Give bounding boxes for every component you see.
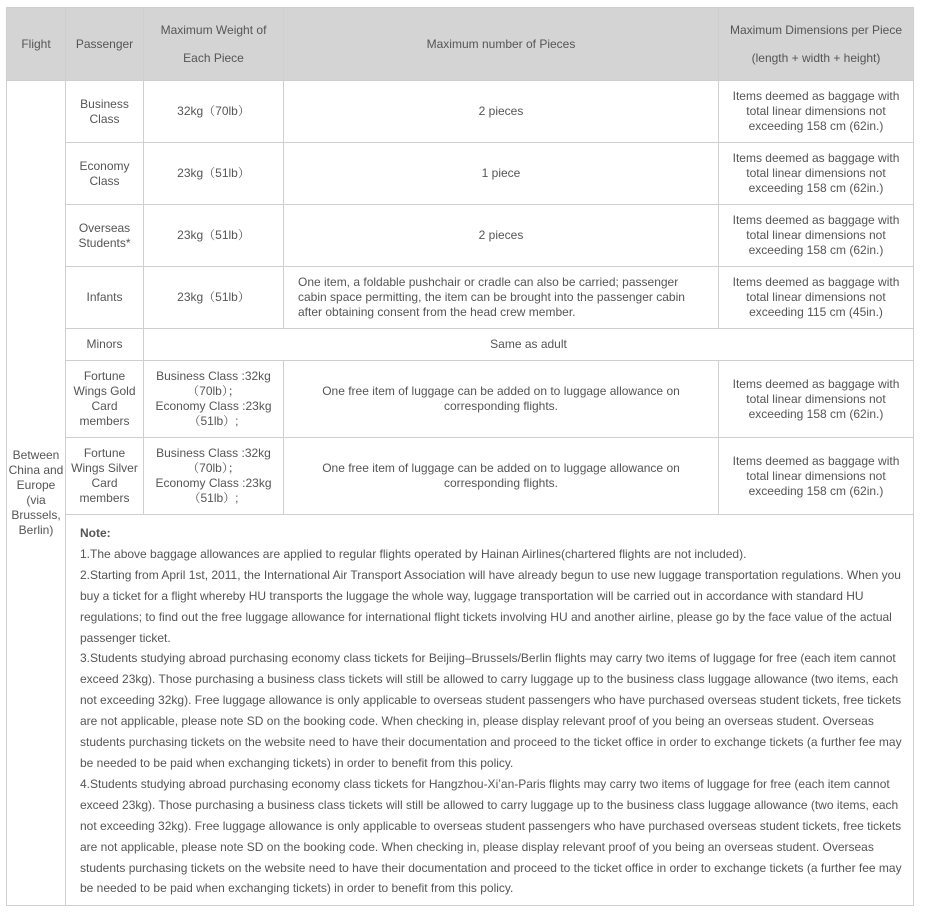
- max-dimensions-cell: Items deemed as baggage with total linear dimensions not exceeding 158 cm (62in.): [719, 81, 914, 143]
- header-max-weight-line2: Each Piece: [183, 51, 244, 65]
- max-weight-cell: 32kg（70lb）: [144, 81, 284, 143]
- baggage-allowance-table: [6, 7, 914, 906]
- passenger-type-cell: Business Class: [66, 81, 144, 143]
- max-weight-cell: 23kg（51lb）: [144, 267, 284, 329]
- weight-economy-class: Economy Class :23kg（51lb）;: [155, 399, 272, 428]
- passenger-type-cell: Fortune Wings Gold Card members: [66, 361, 144, 438]
- max-dimensions-cell: Items deemed as baggage with total linear dimensions not exceeding 158 cm (62in.): [719, 205, 914, 267]
- weight-economy-class: Economy Class :23kg（51lb）;: [155, 476, 272, 505]
- max-pieces-cell: One free item of luggage can be added on to luggage allowance on corresponding flights.: [284, 438, 719, 515]
- header-max-weight-line1: Maximum Weight of: [160, 23, 267, 37]
- minors-rule-cell: Same as adult: [144, 329, 914, 361]
- notes-heading: Note:: [80, 526, 111, 540]
- table-row: [7, 267, 914, 329]
- max-weight-cell: 23kg（51lb）: [144, 143, 284, 205]
- max-dimensions-cell: Items deemed as baggage with total linear dimensions not exceeding 158 cm (62in.): [719, 143, 914, 205]
- header-max-weight: [144, 8, 284, 81]
- header-max-dimensions: [719, 8, 914, 81]
- max-pieces-cell: One item, a foldable pushchair or cradle can also be carried; passenger cabin space permitting, the item can be brought into the passenger cabin after obtaining consent from the head crew member.: [284, 267, 719, 329]
- max-pieces-cell: One free item of luggage can be added on to luggage allowance on corresponding flights.: [284, 361, 719, 438]
- header-max-dimensions-line1: Maximum Dimensions per Piece: [729, 23, 903, 37]
- max-dimensions-cell: Items deemed as baggage with total linear dimensions not exceeding 158 cm (62in.): [719, 361, 914, 438]
- passenger-type-cell: Fortune Wings Silver Card members: [66, 438, 144, 515]
- max-weight-cell: [144, 438, 284, 515]
- note-item-3: 3.Students studying abroad purchasing economy class tickets for Beijing–Brussels/Berlin flights may carry two items of luggage for free (each item cannot exceed 23kg). Those purchasing a business class tickets will still be allowed to carry luggage up to the business class luggage allowance (two items, each not exceeding 32kg). Free luggage allowance is only applicable to overseas student passengers who have purchased overseas student tickets, free tickets are not applicable, please note SD on the booking code. When checking in, please display relevant proof of you being an overseas student. Overseas students purchasing tickets on the website need to have their documentation and proceed to the ticket office in order to exchange tickets (a further fee may be needed to be paid when exchanging tickets) in order to benefit from this policy.: [80, 651, 902, 770]
- max-pieces-cell: 2 pieces: [284, 205, 719, 267]
- flight-route-cell: Between China and Europe (via Brussels, Berlin): [7, 81, 66, 906]
- max-pieces-cell: 2 pieces: [284, 81, 719, 143]
- notes-row: [7, 515, 914, 906]
- table-row: [7, 438, 914, 515]
- table-row: [7, 81, 914, 143]
- header-passenger: Passenger: [66, 8, 144, 81]
- note-item-1: 1.The above baggage allowances are applied to regular flights operated by Hainan Airlines(chartered flights are not included).: [80, 546, 747, 561]
- table-row: [7, 143, 914, 205]
- table-row: [7, 361, 914, 438]
- passenger-type-cell: Infants: [66, 267, 144, 329]
- passenger-type-cell: Economy Class: [66, 143, 144, 205]
- weight-business-class: Business Class :32kg（70lb）；: [156, 369, 271, 398]
- max-pieces-cell: 1 piece: [284, 143, 719, 205]
- table-row: [7, 205, 914, 267]
- header-max-dimensions-line2: (length + width + height): [751, 51, 881, 65]
- table-header-row: [7, 8, 914, 81]
- header-flight: Flight: [7, 8, 66, 81]
- passenger-type-cell: Minors: [66, 329, 144, 361]
- note-item-4: 4.Students studying abroad purchasing economy class tickets for Hangzhou-Xi’an-Paris flights may carry two items of luggage for free (each item cannot exceed 23kg). Those purchasing a business class tickets will still be allowed to carry luggage up to the business class luggage allowance (two items, each not exceeding 32kg). Free luggage allowance is only applicable to overseas student passengers who have purchased overseas student tickets, free tickets are not applicable, please note SD on the booking code. When checking in, please display relevant proof of you being an overseas student. Overseas students purchasing tickets on the website need to have their documentation and proceed to the ticket office in order to exchange tickets (a further fee may be needed to be paid when exchanging tickets) in order to benefit from this policy.: [80, 776, 902, 896]
- weight-business-class: Business Class :32kg（70lb）；: [156, 446, 271, 475]
- notes-cell: [66, 515, 914, 906]
- table-row-minors: [7, 329, 914, 361]
- header-max-pieces: Maximum number of Pieces: [284, 8, 719, 81]
- passenger-type-cell: Overseas Students*: [66, 205, 144, 267]
- max-dimensions-cell: Items deemed as baggage with total linear dimensions not exceeding 158 cm (62in.): [719, 438, 914, 515]
- max-weight-cell: [144, 361, 284, 438]
- note-item-2: 2.Starting from April 1st, 2011, the International Air Transport Association will have already begun to use new luggage transportation regulations. When you buy a ticket for a flight whereby HU transports the luggage the whole way, luggage transportation will be carried out in accordance with standard HU regulations; to find out the free luggage allowance for international flight tickets involving HU and another airline, please go by the face value of the actual passenger ticket.: [80, 567, 901, 645]
- max-weight-cell: 23kg（51lb）: [144, 205, 284, 267]
- max-dimensions-cell: Items deemed as baggage with total linear dimensions not exceeding 115 cm (45in.): [719, 267, 914, 329]
